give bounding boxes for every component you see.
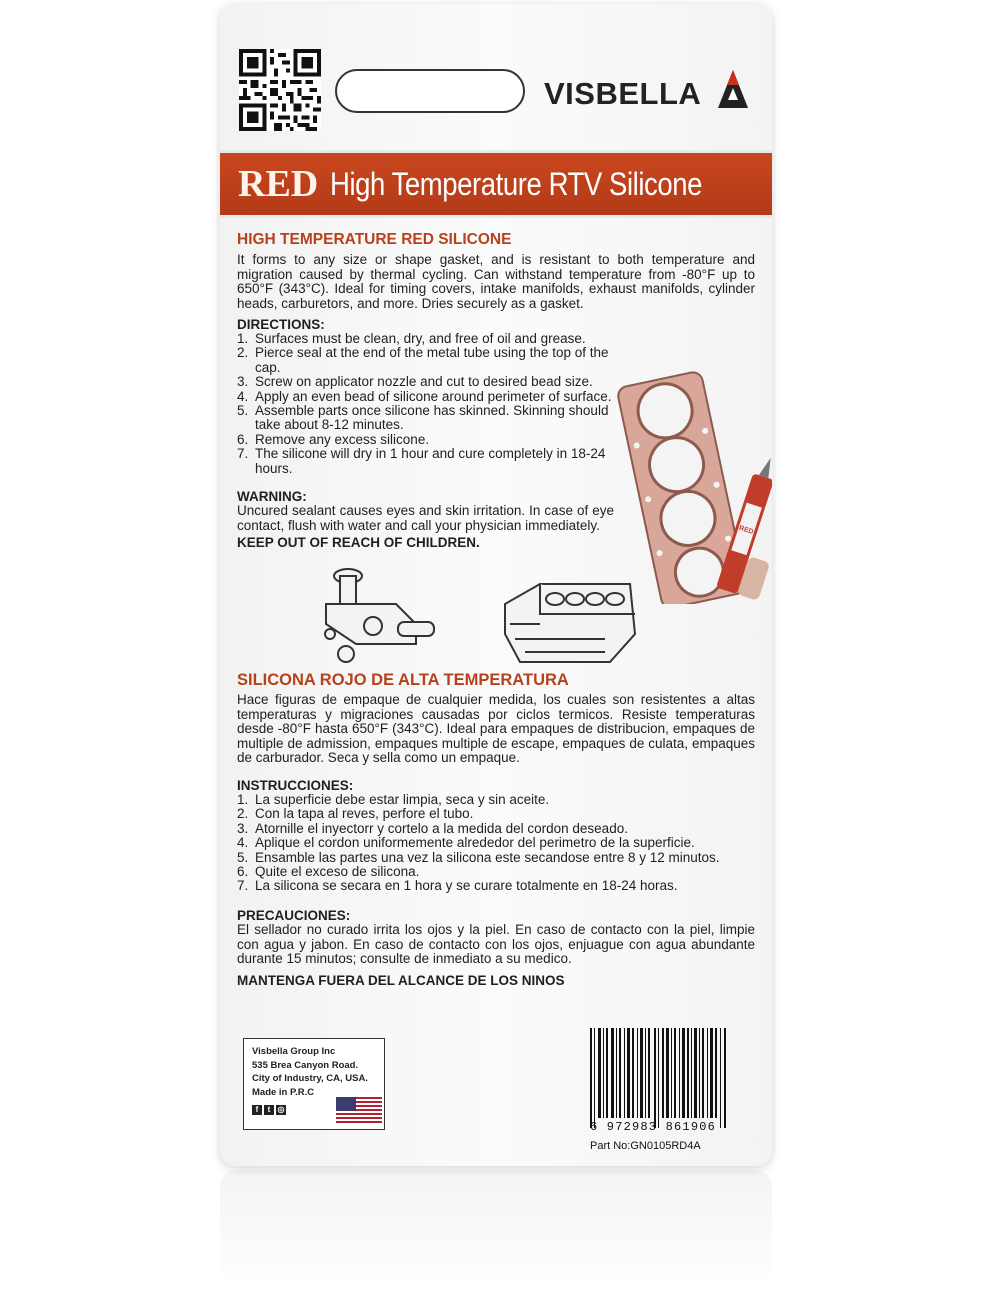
qr-code [239,49,321,131]
company-name: Visbella Group Inc [252,1046,336,1057]
list-item: 3. Atornille el inyectorr y cortelo a la medida del cordon deseado. [237,820,628,836]
instructions-list [237,793,755,894]
us-flag-icon [336,1097,382,1123]
precautions-text: El sellador no curado irrita los ojos y la piel. En caso de contacto con la piel, limpie con agua y jabon. En caso de contacto con los ojos, enjuague con agua abundante durante 15 minutos; consulte de inmediato a su medico. [237,922,755,967]
company-city: City of Industry, CA, USA. [252,1073,368,1084]
directions-section [237,317,614,476]
list-item: 2. Pierce seal at the end of the metal tube using the top of the cap. [237,345,609,375]
banner-color-word: RED [238,163,319,205]
brand-name: VISBELLA [544,76,702,111]
list-item: 1. La superficie debe estar limpia, seca y sin aceite. [237,792,550,807]
made-in: Made in P.R.C [252,1086,315,1098]
visbella-logo [544,68,764,118]
water-pump-illustration [318,564,440,664]
instagram-icon: ◎ [277,1105,285,1114]
keep-out-notice: KEEP OUT OF REACH OF CHILDREN. [237,535,480,551]
list-item: 6. Remove any excess silicone. [237,431,430,447]
list-item: 5. Assemble parts once silicone has skinned. Skinning should take about 8-12 minutes. [237,403,609,433]
list-item: 3. Screw on applicator nozzle and cut to desired bead size. [237,374,593,390]
instructions-section [237,778,755,894]
company-street: 535 Brea Canyon Road. [252,1059,359,1071]
card-reflection [220,1170,772,1289]
directions-heading: DIRECTIONS: [237,317,325,332]
twitter-icon: t [264,1105,274,1115]
company-address-box [243,1038,385,1130]
list-item: 2. Con la tapa al reves, perfore el tubo. [237,806,474,822]
directions-list [237,332,614,476]
facebook-icon: f [252,1105,262,1115]
product-card [220,4,772,1166]
spanish-section [237,671,755,766]
list-item: 6. Quite el exceso de silicona. [237,864,420,880]
english-section [237,231,755,311]
list-item: 4. Aplique el cordon uniformemente alrededor del perimetro de la superficie. [237,835,695,851]
banner-title: High Temperature RTV Silicone [330,165,703,202]
warning-text: Uncured sealant causes eyes and skin irritation. In case of eye contact, flush with water and call your physician immediately. [237,503,614,533]
logo-triangle-icon [716,68,750,110]
instructions-heading: INSTRUCCIONES: [237,778,354,793]
spanish-heading: SILICONA ROJO DE ALTA TEMPERATURA [237,671,569,689]
spanish-keep-out-notice: MANTENGA FUERA DEL ALCANCE DE LOS NINOS [237,972,565,988]
part-number: Part No:GN0105RD4A [590,1140,701,1152]
tube-label: RED [738,524,755,536]
engine-block-illustration [500,574,640,669]
product-title-banner [220,150,772,218]
warning-section [237,489,614,550]
barcode [590,1028,730,1128]
precautions-section [237,908,755,988]
english-description: It forms to any size or shape gasket, and is resistant to both temperature and migration caused by thermal cycling. Can withstand temperature from -80°F up to 650°F (343°C). Ideal for timing covers, intake manifolds, exhaust manifolds, cylinder heads, carburetors, and more. Dries securely as a gasket. [237,252,755,311]
hang-slot [335,69,525,113]
list-item: 1. Surfaces must be clean, dry, and free of oil and grease. [237,331,586,346]
english-heading: HIGH TEMPERATURE RED SILICONE [237,231,512,248]
social-icons [252,1105,286,1115]
warning-heading: WARNING: [237,489,307,504]
list-item: 7. The silicone will dry in 1 hour and cure completely in 18-24 hours. [237,446,606,476]
head-gasket-illustration [616,364,772,604]
list-item: 5. Ensamble las partes una vez la silicona este secandose entre 8 y 12 minutos. [237,849,720,865]
list-item: 7. La silicona se secara en 1 hora y se curare totalmente en 18-24 horas. [237,878,678,894]
precautions-heading: PRECAUCIONES: [237,908,351,923]
barcode-number: 6 972983 861906 [590,1120,717,1134]
list-item: 4. Apply an even bead of silicone around perimeter of surface. [237,388,612,404]
spanish-description: Hace figuras de empaque de cualquier medida, los cuales son resistentes a altas temperaturas y migraciones causadas por ciclos termicos. Resiste temperaturas desde -80°F hasta 650°F (343°C). Ideal para empaques de distribucion, empaques de multiple de admission, empaques multiple de escape, empaques de culata, empaques de carburador. Seca y sella como un empaque. [237,692,755,766]
